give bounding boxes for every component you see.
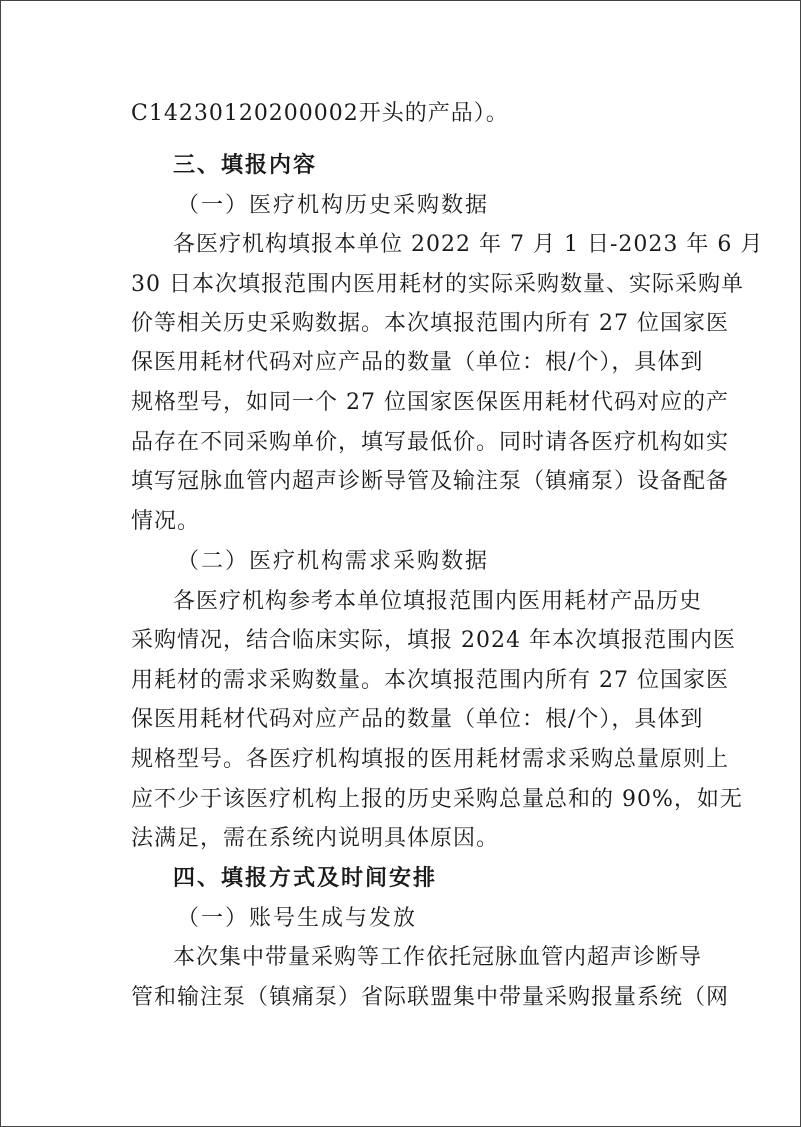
paragraph-line: 品存在不同采购单价，填写最低价。同时请各医疗机构如实: [131, 430, 730, 455]
subsection-heading: （二）医疗机构需求采购数据: [177, 549, 490, 574]
paragraph-line: 应不少于该医疗机构上报的历史采购总量总和的 90%，如无: [131, 787, 743, 812]
subsection-heading: （一）账号生成与发放: [177, 906, 418, 931]
paragraph-line: 价等相关历史采购数据。本次填报范围内所有 27 位国家医: [131, 311, 729, 336]
paragraph-line: 情况。: [131, 509, 201, 534]
paragraph-line: 采购情况，结合临床实际，填报 2024 年本次填报范围内医: [131, 628, 736, 653]
section-heading: 三、填报内容: [173, 153, 318, 178]
paragraph-line: 各医疗机构填报本单位 2022 年 7 月 1 日-2023 年 6 月: [173, 232, 764, 257]
paragraph-line: 填写冠脉血管内超声诊断导管及输注泵（镇痛泵）设备配备: [131, 469, 730, 494]
paragraph-line: 保医用耗材代码对应产品的数量（单位：根/个），具体到: [131, 350, 704, 375]
paragraph-line: 法满足，需在系统内说明具体原因。: [131, 826, 500, 851]
paragraph-line: C14230120200002开头的产品）。: [131, 101, 509, 126]
paragraph-line: 规格型号。各医疗机构填报的医用耗材需求采购总量原则上: [131, 747, 730, 772]
paragraph-line: 保医用耗材代码对应产品的数量（单位：根/个），具体到: [131, 707, 704, 732]
paragraph-line: 各医疗机构参考本单位填报范围内医用耗材产品历史: [173, 589, 703, 614]
paragraph-line: 管和输注泵（镇痛泵）省际联盟集中带量采购报量系统（网: [131, 985, 730, 1010]
paragraph-line: 规格型号，如同一个 27 位国家医保医用耗材代码对应的产: [131, 390, 729, 415]
paragraph-line: 本次集中带量采购等工作依托冠脉血管内超声诊断导: [173, 945, 703, 970]
section-heading: 四、填报方式及时间安排: [173, 866, 438, 891]
subsection-heading: （一）医疗机构历史采购数据: [177, 193, 490, 218]
paragraph-line: 用耗材的需求采购数量。本次填报范围内所有 27 位国家医: [131, 668, 729, 693]
paragraph-line: 30 日本次填报范围内医用耗材的实际采购数量、实际采购单: [131, 272, 744, 297]
